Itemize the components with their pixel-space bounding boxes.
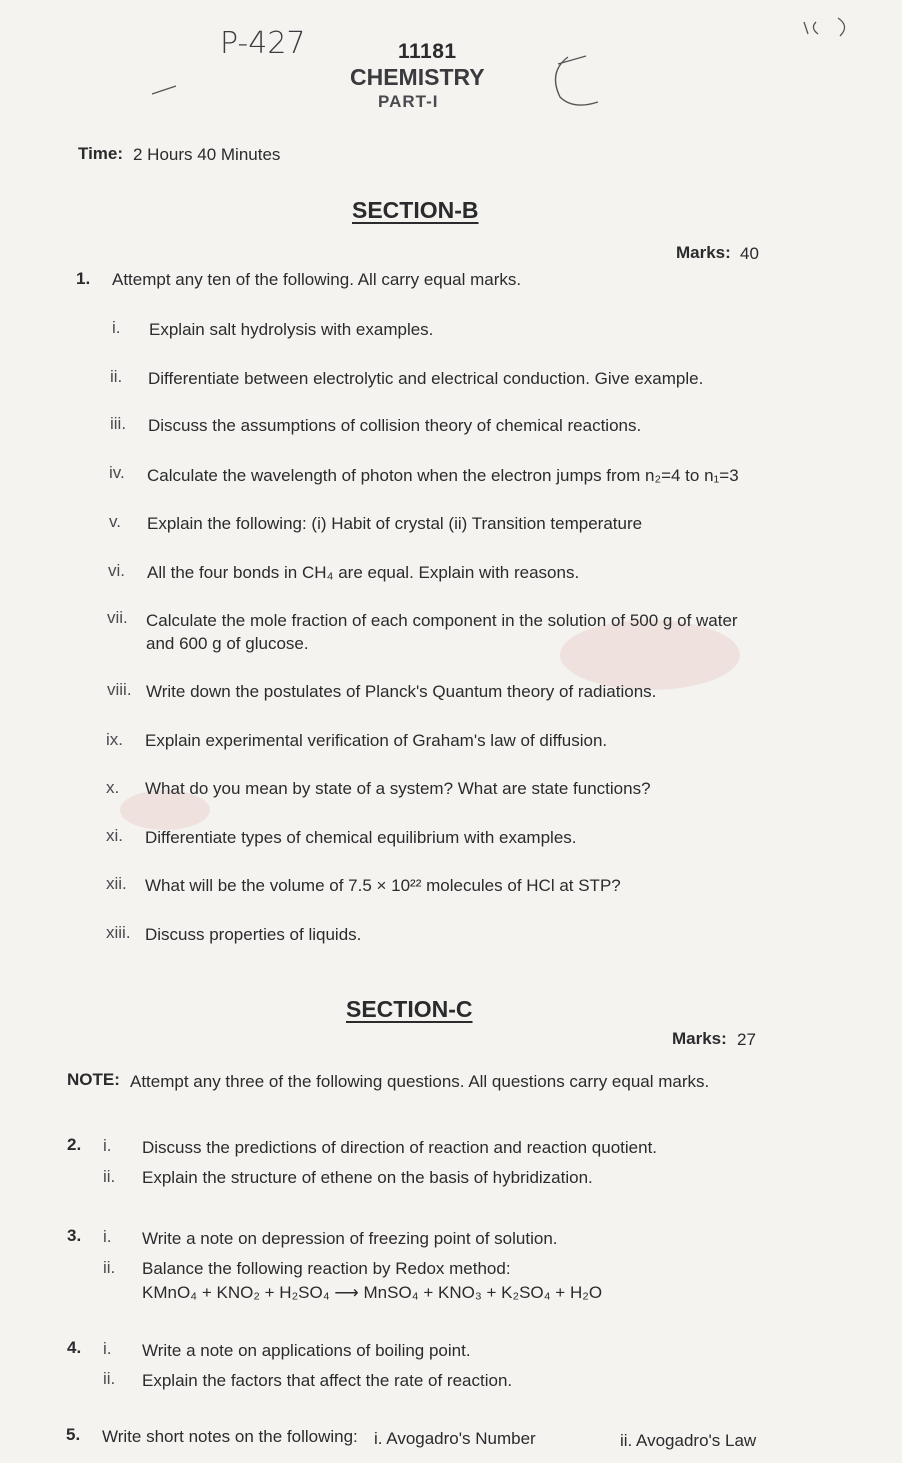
short-note-item: ii. Avogadro's Law <box>620 1431 757 1450</box>
item-text: Calculate the mole fraction of each component in the solution of 500 g of water <box>146 611 738 630</box>
part-number: i. <box>103 1339 112 1358</box>
handwritten-code: P-427 <box>220 26 306 61</box>
part-number: ii. <box>103 1167 116 1186</box>
item-text: Explain experimental verification of Graham's law of diffusion. <box>145 731 608 750</box>
item-number: x. <box>106 778 120 797</box>
pen-mark-icon <box>150 80 180 100</box>
section-b-marks-value: 40 <box>740 244 759 263</box>
note-text: Attempt any three of the following questions. All questions carry equal marks. <box>130 1072 710 1091</box>
part-text: Balance the following reaction by Redox method: <box>142 1259 511 1278</box>
item-text: Explain the following: (i) Habit of crystal (ii) Transition temperature <box>147 514 643 533</box>
question-text: Write short notes on the following: <box>102 1427 358 1446</box>
question-instruction: Attempt any ten of the following. All carry equal marks. <box>112 270 522 289</box>
section-b-title: SECTION-B <box>352 197 479 223</box>
time-value: 2 Hours 40 Minutes <box>133 145 281 164</box>
part-text: Write a note on depression of freezing point of solution. <box>142 1229 558 1248</box>
pen-scribble-icon <box>538 52 608 114</box>
subject-title: CHEMISTRY <box>350 64 485 90</box>
item-number: xii. <box>106 874 127 893</box>
section-c-marks-value: 27 <box>737 1030 756 1049</box>
question-number: 3. <box>67 1226 82 1245</box>
part-number: i. <box>103 1227 112 1246</box>
item-text: What will be the volume of 7.5 × 10²² molecules of HCl at STP? <box>145 876 621 895</box>
part-text: Explain the structure of ethene on the basis of hybridization. <box>142 1168 593 1187</box>
pen-scribble-icon <box>800 12 860 42</box>
time-label: Time: <box>78 144 124 163</box>
item-number: iii. <box>110 414 127 433</box>
part-number: i. <box>103 1136 112 1155</box>
part-text: Explain the factors that affect the rate of reaction. <box>142 1371 513 1390</box>
question-number: 1. <box>76 269 91 288</box>
short-note-item: i. Avogadro's Number <box>374 1429 536 1448</box>
item-text-continued: and 600 g of glucose. <box>146 634 309 653</box>
item-text: Differentiate between electrolytic and electrical conduction. Give example. <box>148 369 704 388</box>
item-text: Explain salt hydrolysis with examples. <box>149 320 434 339</box>
item-number: ii. <box>110 367 123 386</box>
question-number: 5. <box>66 1425 81 1444</box>
item-text: Calculate the wavelength of photon when the electron jumps from n₂=4 to n₁=3 <box>147 466 739 485</box>
part-text: Discuss the predictions of direction of reaction and reaction quotient. <box>142 1138 658 1157</box>
part-number: ii. <box>103 1258 116 1277</box>
part-number: ii. <box>103 1369 116 1388</box>
item-number: iv. <box>109 463 125 482</box>
section-b-marks-label: Marks: <box>676 243 731 262</box>
question-number: 4. <box>67 1338 82 1357</box>
item-text: Differentiate types of chemical equilibrium with examples. <box>145 828 577 847</box>
note-label: NOTE: <box>67 1070 120 1089</box>
redox-equation: KMnO₄ + KNO₂ + H₂SO₄ ⟶ MnSO₄ + KNO₃ + K₂SO₄ + H₂O <box>142 1283 603 1302</box>
section-c-title: SECTION-C <box>346 996 473 1022</box>
part-label: PART-I <box>378 92 439 111</box>
item-number: vi. <box>108 561 125 580</box>
item-number: viii. <box>107 680 132 699</box>
item-text: What do you mean by state of a system? What are state functions? <box>145 779 651 798</box>
item-number: xi. <box>106 826 123 845</box>
item-text: Write down the postulates of Planck's Quantum theory of radiations. <box>146 682 657 701</box>
item-text: Discuss properties of liquids. <box>145 925 362 944</box>
item-number: ix. <box>106 730 123 749</box>
item-text: All the four bonds in CH₄ are equal. Explain with reasons. <box>147 563 580 582</box>
item-number: i. <box>112 318 121 337</box>
part-text: Write a note on applications of boiling point. <box>142 1341 471 1360</box>
item-text: Discuss the assumptions of collision theory of chemical reactions. <box>148 416 642 435</box>
item-number: v. <box>109 512 121 531</box>
paper-code: 11181 <box>398 40 457 63</box>
question-number: 2. <box>67 1135 82 1154</box>
section-c-marks-label: Marks: <box>672 1029 727 1048</box>
item-number: xiii. <box>106 923 131 942</box>
item-number: vii. <box>107 608 128 627</box>
